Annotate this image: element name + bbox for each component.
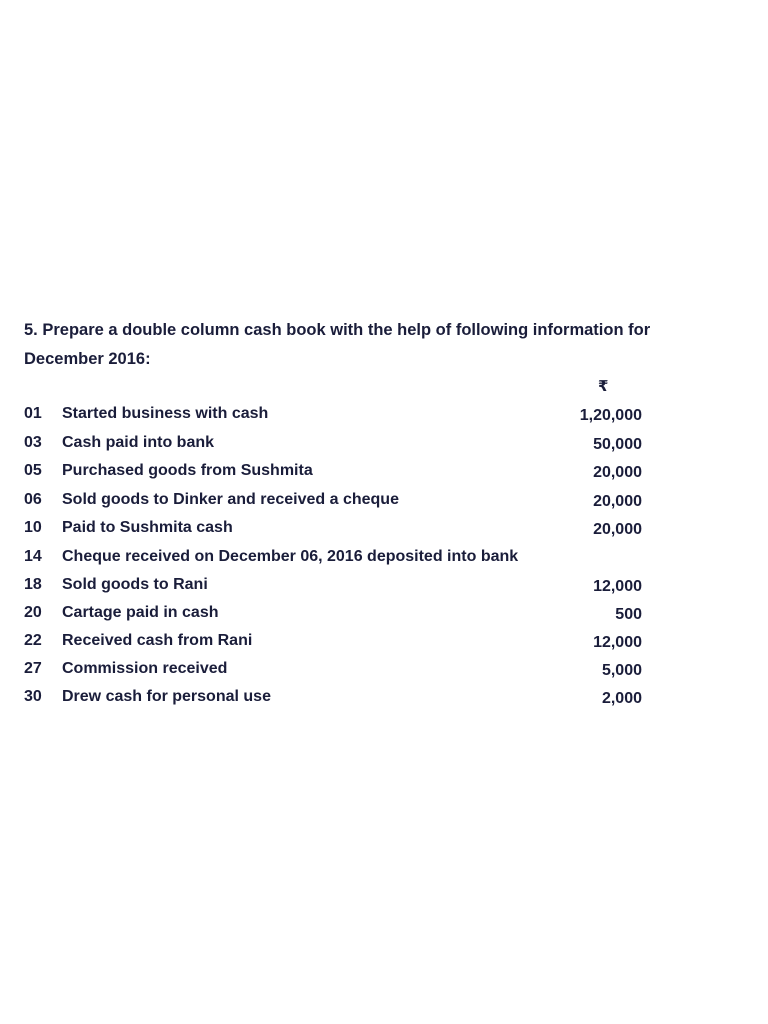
- transaction-date: 01: [24, 405, 42, 422]
- transaction-row: [0, 660, 768, 684]
- transaction-description: Paid to Sushmita cash: [62, 519, 233, 536]
- transaction-amount: 500: [615, 606, 642, 623]
- transaction-description: Drew cash for personal use: [62, 688, 271, 705]
- transaction-row: [0, 632, 768, 656]
- transaction-row: [0, 548, 768, 572]
- transaction-date: 10: [24, 519, 42, 536]
- transaction-amount: 20,000: [593, 521, 642, 538]
- transaction-description: Purchased goods from Sushmita: [62, 462, 313, 479]
- transaction-description: Received cash from Rani: [62, 632, 253, 649]
- transaction-description: Cartage paid in cash: [62, 604, 219, 621]
- transaction-date: 18: [24, 576, 42, 593]
- transaction-row: [0, 688, 768, 712]
- transaction-description: Sold goods to Dinker and received a cheque: [62, 491, 399, 508]
- transaction-row: [0, 576, 768, 600]
- transaction-row: [0, 462, 768, 486]
- transaction-description: Commission received: [62, 660, 228, 677]
- question-text: 5. Prepare a double column cash book with the help of following information for December 2016:: [24, 321, 651, 368]
- transaction-amount: 12,000: [593, 634, 642, 651]
- transaction-description: Cheque received on December 06, 2016 deposited into bank: [62, 548, 519, 565]
- transaction-date: 30: [24, 688, 42, 705]
- transaction-date: 05: [24, 462, 42, 479]
- transaction-amount: 50,000: [593, 436, 642, 453]
- transaction-date: 20: [24, 604, 42, 621]
- transaction-amount: 20,000: [593, 493, 642, 510]
- transaction-row: [0, 434, 768, 458]
- transaction-amount: 5,000: [601, 662, 642, 679]
- transaction-date: 27: [24, 660, 42, 677]
- transaction-row: [0, 491, 768, 515]
- transaction-row: [0, 519, 768, 543]
- transaction-description: Started business with cash: [62, 405, 269, 422]
- transaction-date: 06: [24, 491, 42, 508]
- transaction-amount: 20,000: [593, 464, 642, 481]
- transaction-amount: 12,000: [593, 578, 642, 595]
- transaction-row: [0, 405, 768, 429]
- transaction-date: 22: [24, 632, 42, 649]
- transaction-amount: 2,000: [601, 690, 642, 707]
- transaction-description: Cash paid into bank: [62, 434, 215, 451]
- transaction-row: [0, 604, 768, 628]
- transaction-date: 03: [24, 434, 42, 451]
- transaction-date: 14: [24, 548, 42, 565]
- transaction-amount: 1,20,000: [579, 407, 642, 424]
- currency-symbol-header: ₹: [598, 378, 609, 395]
- transaction-description: Sold goods to Rani: [62, 576, 208, 593]
